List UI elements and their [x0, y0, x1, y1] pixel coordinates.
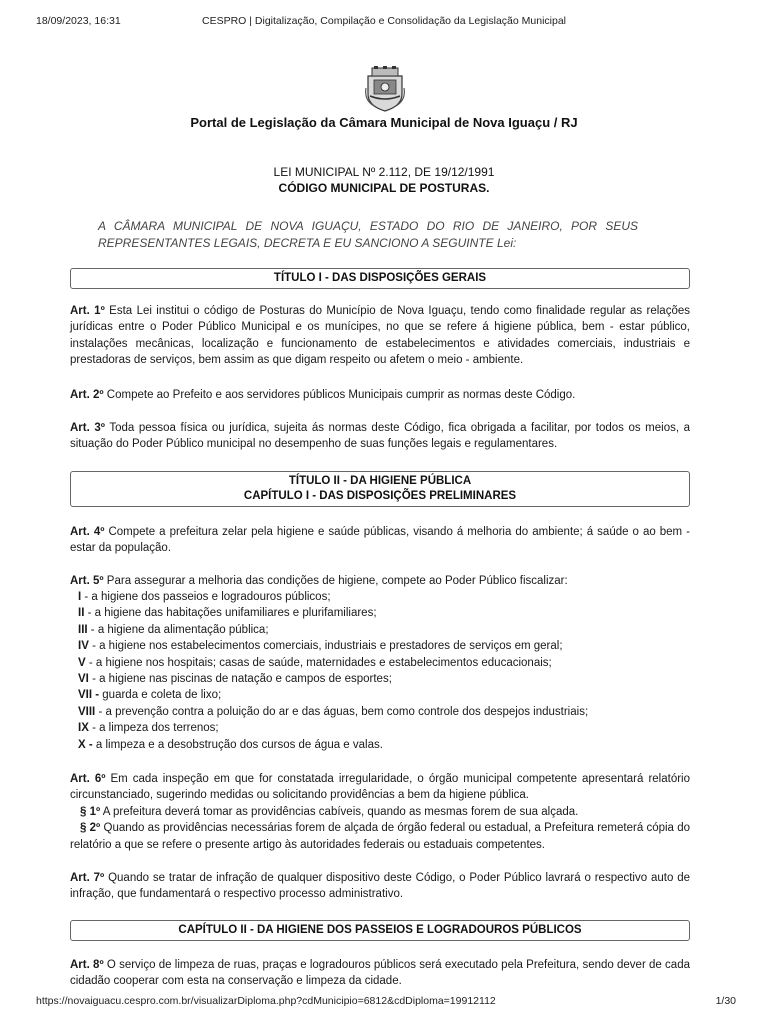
- article-label: Art. 7º: [70, 872, 105, 884]
- heading-text: TÍTULO II - DA HIGIENE PÚBLICA: [288, 475, 472, 487]
- article-6: [70, 771, 690, 853]
- law-name: CÓDIGO MUNICIPAL DE POSTURAS.: [278, 181, 490, 195]
- list-item: III - a higiene da alimentação pública;: [78, 623, 269, 636]
- article-label: Art. 8º: [70, 959, 104, 971]
- article-5-items: [78, 589, 690, 753]
- print-header: [0, 15, 768, 29]
- list-item: V - a higiene nos hospitais; casas de saúde, maternidades e estabelecimentos educacionais;: [78, 656, 552, 669]
- heading-text: CAPÍTULO I - DAS DISPOSIÇÕES PRELIMINARES: [243, 490, 517, 502]
- article-text: Toda pessoa física ou jurídica, sujeita ás normas deste Código, fica obrigada a facilitar, por todos os meios, a situação do Poder Público municipal no desempenho de suas funções legais e regulamentares.: [70, 422, 690, 451]
- article-text: Compete a prefeitura zelar pela higiene e saúde públicas, visando á melhoria do ambiente; á saúde o ao bem - estar da população.: [70, 526, 690, 555]
- article-label: Art. 1º: [70, 305, 105, 317]
- heading-text: TÍTULO I - DAS DISPOSIÇÕES GERAIS: [273, 272, 487, 284]
- article-7: [70, 870, 690, 903]
- heading-titulo-1: [70, 268, 690, 289]
- article-label: Art. 2º: [70, 389, 104, 401]
- article-text: Compete ao Prefeito e aos servidores públicos Municipais cumprir as normas deste Código.: [103, 389, 576, 401]
- law-title: [0, 164, 768, 196]
- print-page-title: CESPRO | Digitalização, Compilação e Consolidação da Legislação Municipal: [202, 15, 566, 27]
- article-1: [70, 303, 690, 369]
- article-2: [70, 387, 690, 403]
- article-text: Quando se tratar de infração de qualquer dispositivo deste Código, o Poder Público lavrará o respectivo auto de infração, que fundamentará o respectivo processo administrativo.: [70, 872, 690, 901]
- list-item: IX - a limpeza dos terrenos;: [78, 722, 219, 735]
- article-8: [70, 957, 690, 990]
- article-text: O serviço de limpeza de ruas, praças e logradouros públicos será executado pela Prefeitura, sendo dever de cada cidadão cooperar com esta na conservação e limpeza da cidade.: [70, 959, 690, 988]
- paragraph-2: § 2º Quando as providências necessárias forem de alçada de órgão federal ou estadual, a Prefeitura remeterá cópia do relatório a que se refere o presente artigo às autoridades federais ou estaduais competentes.: [70, 822, 690, 851]
- article-3: [70, 420, 690, 453]
- print-footer: [0, 995, 768, 1009]
- portal-title: Portal de Legislação da Câmara Municipal de Nova Iguaçu / RJ: [190, 115, 578, 130]
- article-5: [70, 573, 690, 589]
- list-item: I - a higiene dos passeios e logradouros públicos;: [78, 591, 331, 603]
- list-item: VII - guarda e coleta de lixo;: [78, 689, 222, 702]
- list-item: X - a limpeza e a desobstrução dos cursos de água e valas.: [78, 738, 383, 751]
- list-item: IV - a higiene nos estabelecimentos comerciais, industriais e prestadores de serviços em geral;: [78, 640, 563, 653]
- list-item: VIII - a prevenção contra a poluição do ar e das águas, bem como controle dos despejos industriais;: [78, 705, 589, 718]
- article-label: Art. 3º: [70, 422, 105, 434]
- article-label: Art. 6º: [70, 773, 106, 785]
- article-label: Art. 4º: [70, 526, 105, 538]
- article-text: Esta Lei institui o código de Posturas do Município de Nova Iguaçu, tendo como finalidade regular as relações jurídicas entre o Poder Público Municipal e os munícipes, no que se refere á higiene pública, bem - estar público, instalações mecânicas, localização e funcionamento de estabelecimentos e atividades comerciais, industriais e prestadoras de serviços, bem assim as que digam respeito ou afetem o meio - ambiente.: [70, 305, 690, 367]
- heading-titulo-2: [70, 471, 690, 507]
- preamble: A CÂMARA MUNICIPAL DE NOVA IGUAÇU, ESTADO DO RIO DE JANEIRO, POR SEUS REPRESENTANTES LEGAIS, DECRETA E EU SANCIONO A SEGUINTE Lei:: [98, 219, 638, 250]
- paragraph-1: § 1º A prefeitura deverá tomar as providências cabíveis, quando as mesmas forem de sua alçada.: [80, 805, 579, 818]
- article-text: Em cada inspeção em que for constatada irregularidade, o órgão municipal competente apresentará relatório circunstanciado, sugerindo medidas ou solicitando providências a bem da higiene pública.: [70, 773, 690, 802]
- print-datetime: 18/09/2023, 16:31: [36, 15, 121, 27]
- article-label: Art. 5º: [70, 575, 104, 587]
- list-item: VI - a higiene nas piscinas de natação e campos de esportes;: [78, 673, 392, 686]
- heading-text: CAPÍTULO II - DA HIGIENE DOS PASSEIOS E LOGRADOUROS PÚBLICOS: [178, 924, 582, 936]
- page-number: 1/30: [715, 995, 736, 1007]
- list-item: II - a higiene das habitações unifamiliares e plurifamiliares;: [78, 607, 377, 620]
- law-number: LEI MUNICIPAL Nº 2.112, DE 19/12/1991: [273, 165, 495, 179]
- page-url: https://novaiguacu.cespro.com.br/visualizarDiploma.php?cdMunicipio=6812&cdDiploma=19912112: [36, 995, 496, 1007]
- municipal-coat-of-arms-icon: [364, 66, 406, 112]
- heading-capitulo-2: [70, 920, 690, 941]
- article-4: [70, 524, 690, 557]
- article-text: Para assegurar a melhoria das condições de higiene, compete ao Poder Público fiscalizar:: [103, 575, 568, 587]
